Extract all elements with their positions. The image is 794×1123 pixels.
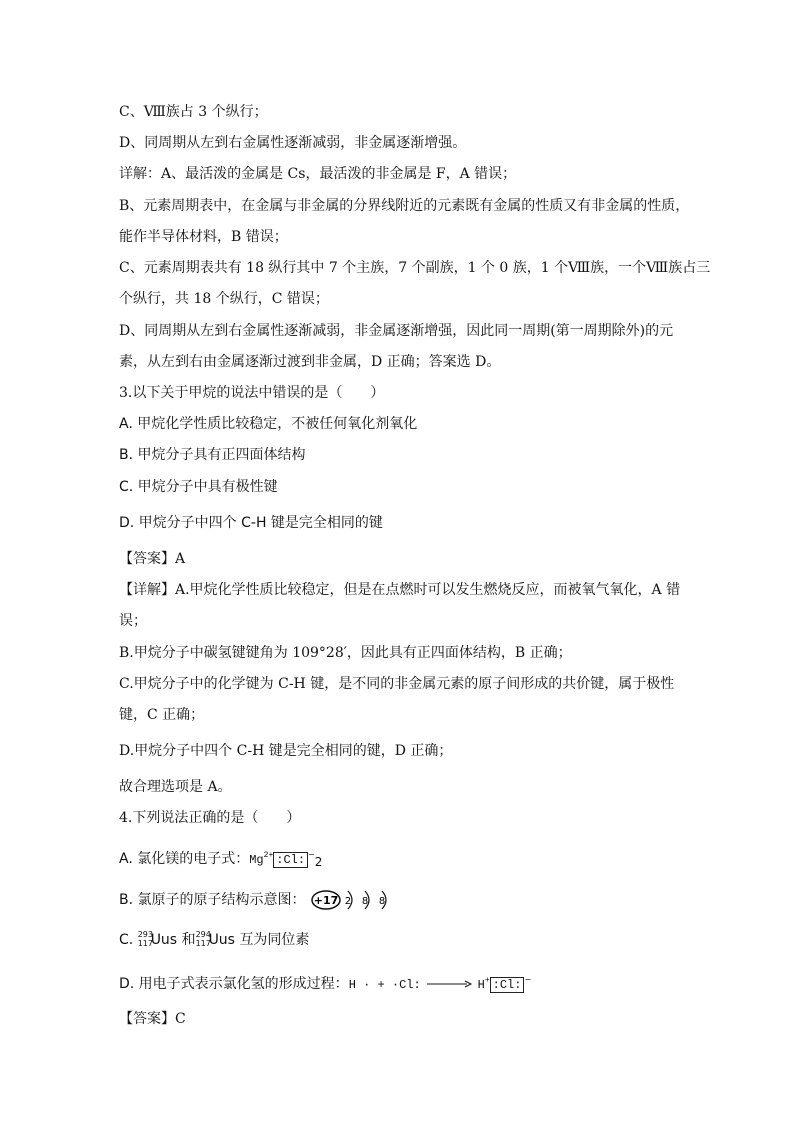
shell-1-count: 2 [344,896,352,907]
chloride-electron-box: :Cl: [273,852,308,868]
mg-symbol: Mg [249,853,264,867]
nucleus-label: +17 [313,894,339,907]
line-9: 素，从左到右由金属逐渐过渡到非金属，D 正确；答案选 D。 [119,354,501,370]
q3-explain-7: 故合理选项是 A。 [119,779,232,795]
plus-sign: + [377,978,385,992]
h-ion-charge: + [484,976,490,985]
q3-explain-5: 键，C 正确； [119,707,205,723]
chloride-ion-charge: − [524,975,532,984]
line-8: D、同周期从左到右金属性逐渐减弱，非金属逐渐增强，因此同一周期(第一周期除外)的元 [119,323,674,339]
isotope-statement: 互为同位素 [239,932,310,948]
q3-option-d: D. 甲烷分子中四个 C-H 键是完全相同的键 [119,515,383,531]
q4-option-a-label: A. 氯化镁的电子式： [119,851,250,867]
q4-option-b [119,888,402,912]
q3-answer: 【答案】A [119,551,186,567]
line-6: C、元素周期表共有 18 纵行其中 7 个主族，7 个副族，1 个 0 族，1 个Ⅷ族，一个Ⅷ族占三 [119,260,711,276]
q4-option-c-label: C. [119,932,134,948]
isotope-2-symbol: Uus [208,932,235,948]
q4-option-c [119,930,309,950]
q3-explain-1: 【详解】A.甲烷化学性质比较稳定，但是在点燃时可以发生燃烧反应，而被氧气氧化，A 错 [119,582,681,598]
q4-option-a [119,845,322,872]
cl-atom: Cl [399,978,414,992]
question-4-stem: 4.下列说法正确的是（ ） [119,810,301,826]
q3-explain-3: B.甲烷分子中碳氢键键角为 109°28′，因此具有正四面体结构，B 正确； [119,645,572,661]
line-5: 能作半导体材料，B 错误； [119,229,288,245]
chloride-count: 2 [314,855,323,869]
q4-answer: 【答案】C [119,1011,186,1027]
chlorine-atom-structure-diagram [310,888,402,912]
chloride-charge: − [308,850,315,859]
reaction-arrow-icon [425,979,473,989]
q3-option-a: A. 甲烷化学性质比较稳定，不被任何氧化剂氧化 [119,416,418,432]
mg-charge: 2+ [263,851,274,860]
and-text: 和 [181,932,196,948]
h-ion: H [477,978,485,992]
isotope-1-symbol: Uus [150,932,178,948]
q4-option-b-label: B. 氯原子的原子结构示意图： [119,892,306,908]
shell-2-count: 8 [361,896,369,907]
shell-3-count: 8 [378,896,386,907]
q3-option-c: C. 甲烷分子中具有极性键 [119,479,278,495]
isotope-1-numbers: 293 117 [137,930,153,948]
q4-option-d: D. 用电子式表示氯化氢的形成过程：H · + ·Cl: H+ :Cl: − [119,975,532,992]
q3-explain-2: 误； [119,613,147,629]
cl-symbol: Cl [283,853,298,867]
line-2: D、同周期从左到右金属性逐渐减弱，非金属逐渐增强。 [119,135,467,151]
line-7: 个纵行，共 18 个纵行，C 错误； [119,291,329,307]
chloride-ion-box: :Cl: [490,977,525,993]
line-1: C、Ⅷ族占 3 个纵行； [119,104,268,120]
question-3-stem: 3.以下关于甲烷的说法中错误的是（ ） [119,385,385,401]
q3-explain-6: D.甲烷分子中四个 C-H 键是完全相同的键，D 正确； [119,743,453,759]
h-atom: H [348,978,356,992]
q3-explain-4: C.甲烷分子中的化学键为 C-H 键，是不同的非金属元素的原子间形成的共价键，属于极性 [119,676,675,692]
q4-option-d-label: D. 用电子式表示氯化氢的形成过程： [119,976,349,992]
line-4: B、元素周期表中，在金属与非金属的分界线附近的元素既有金属的性质又有非金属的性质， [119,198,690,214]
line-3: 详解：A、最活泼的金属是 Cs，最活泼的非金属是 F，A 错误； [119,166,517,182]
q3-option-b: B. 甲烷分子具有正四面体结构 [119,447,306,463]
isotope-2-numbers: 294 117 [195,930,211,948]
